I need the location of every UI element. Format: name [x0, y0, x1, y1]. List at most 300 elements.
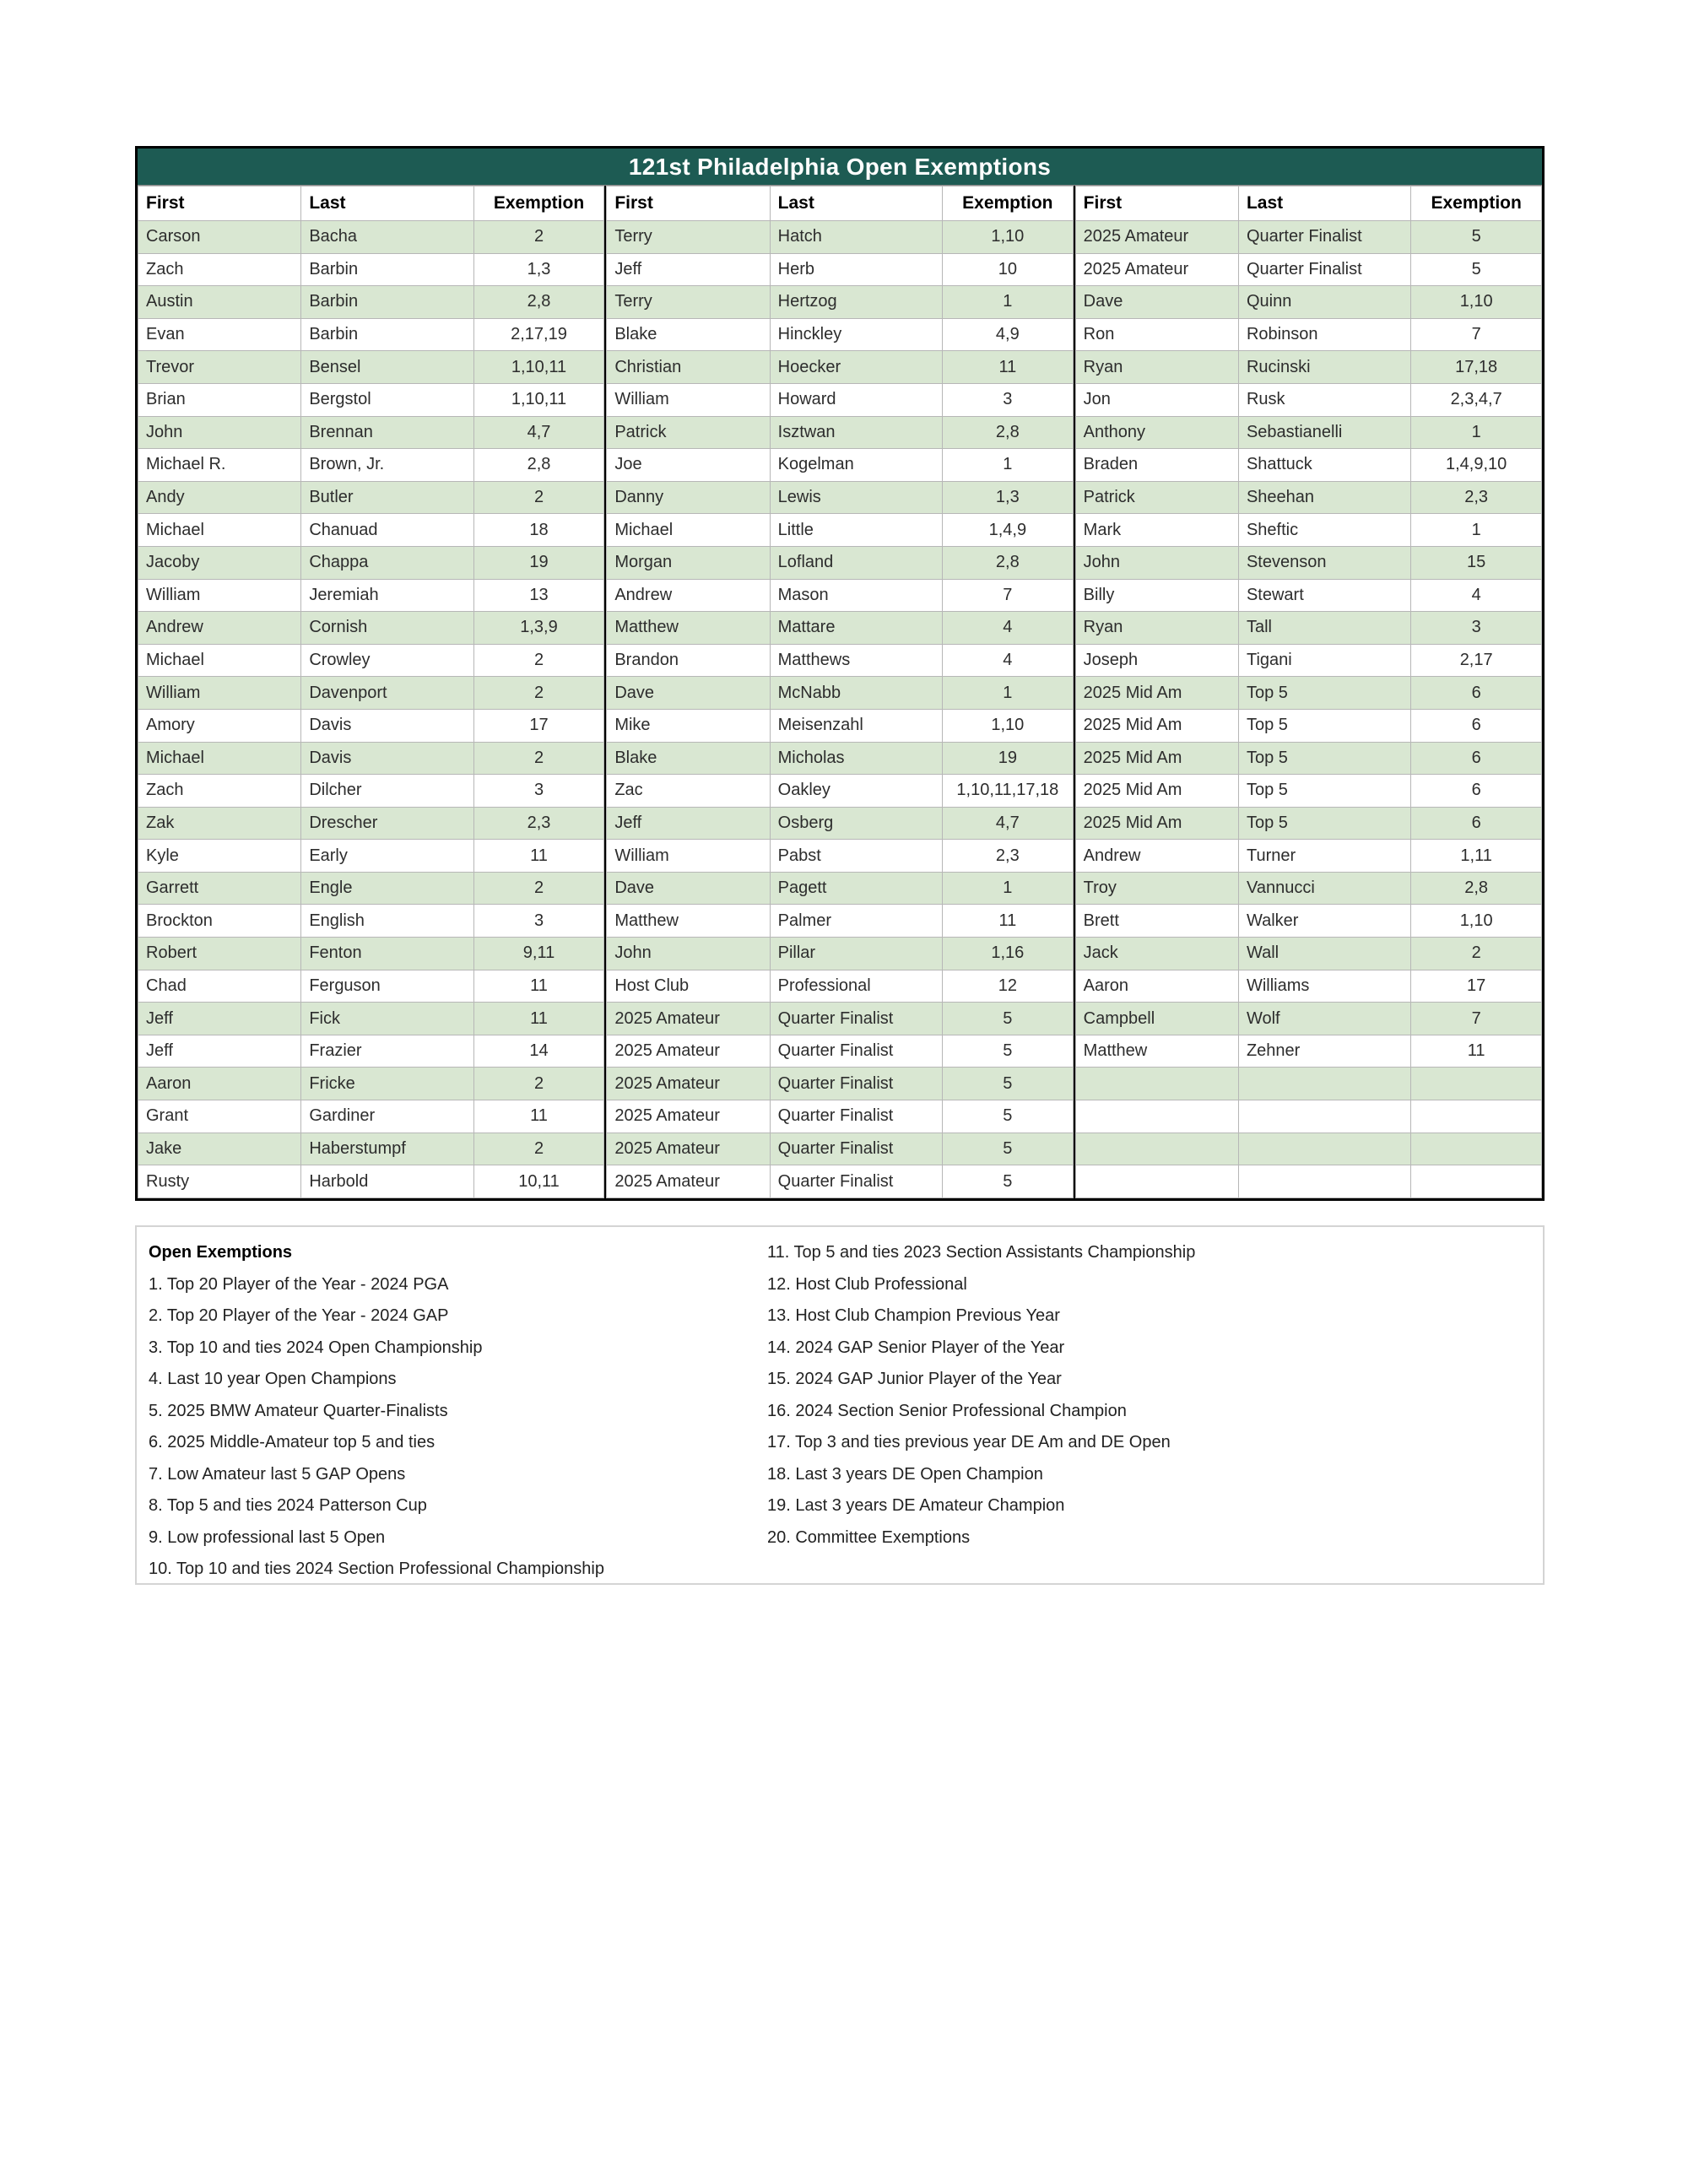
column-header-first: First — [607, 187, 770, 221]
table-row — [1075, 546, 1541, 579]
table-row — [607, 1100, 1073, 1133]
legend-item: 13. Host Club Champion Previous Year — [767, 1306, 1060, 1325]
first-cell: Chad — [138, 970, 301, 1003]
first-cell: Zach — [138, 775, 301, 808]
last-cell: Quarter Finalist — [770, 1003, 942, 1035]
last-cell: Herb — [770, 253, 942, 286]
exemption-cell: 11 — [1411, 1035, 1542, 1068]
last-cell: Hoecker — [770, 351, 942, 384]
table-row — [607, 221, 1073, 254]
exemption-cell: 5 — [943, 1035, 1074, 1068]
exemption-cell: 3 — [943, 383, 1074, 416]
last-cell: Davenport — [301, 677, 473, 710]
exemption-cell: 2,8 — [473, 449, 604, 482]
last-cell: Shattuck — [1238, 449, 1410, 482]
table-row — [138, 905, 604, 938]
first-cell: Patrick — [1075, 481, 1238, 514]
last-cell: Brennan — [301, 416, 473, 449]
last-cell: Hatch — [770, 221, 942, 254]
table-row — [1075, 1100, 1541, 1133]
exemption-cell: 9,11 — [473, 938, 604, 970]
first-cell: Mark — [1075, 514, 1238, 547]
exemption-cell: 6 — [1411, 775, 1542, 808]
exemption-cell: 1,10,11,17,18 — [943, 775, 1074, 808]
table-row — [138, 677, 604, 710]
exemption-cell: 2,17,19 — [473, 318, 604, 351]
last-cell: Quarter Finalist — [770, 1068, 942, 1100]
first-cell: Jack — [1075, 938, 1238, 970]
table-row — [138, 546, 604, 579]
exemption-cell: 2 — [473, 1068, 604, 1100]
exemption-cell: 1,11 — [1411, 840, 1542, 873]
table-row — [138, 579, 604, 612]
last-cell: Chappa — [301, 546, 473, 579]
table-row — [138, 644, 604, 677]
first-cell: Brandon — [607, 644, 770, 677]
exemption-cell — [1411, 1133, 1542, 1165]
last-cell: Ferguson — [301, 970, 473, 1003]
first-cell: Ryan — [1075, 351, 1238, 384]
last-cell — [1238, 1100, 1410, 1133]
exemption-cell: 6 — [1411, 677, 1542, 710]
exemption-cell: 4 — [1411, 579, 1542, 612]
first-cell: Troy — [1075, 872, 1238, 905]
table-row — [607, 938, 1073, 970]
first-cell: Blake — [607, 318, 770, 351]
table-row — [1075, 1165, 1541, 1198]
table-row — [607, 840, 1073, 873]
first-cell: Mike — [607, 709, 770, 742]
last-cell: Wolf — [1238, 1003, 1410, 1035]
first-cell: 2025 Amateur — [1075, 221, 1238, 254]
table-row — [607, 677, 1073, 710]
exemption-cell: 1,10 — [1411, 286, 1542, 319]
legend-item: 17. Top 3 and ties previous year DE Am and DE Open — [767, 1433, 1171, 1451]
last-cell: Gardiner — [301, 1100, 473, 1133]
exemption-cell: 2,3 — [1411, 481, 1542, 514]
exemption-cell: 3 — [473, 905, 604, 938]
last-cell: Quarter Finalist — [1238, 221, 1410, 254]
table-row — [607, 286, 1073, 319]
exemption-cell: 2,3 — [473, 807, 604, 840]
first-cell: Braden — [1075, 449, 1238, 482]
last-cell: Davis — [301, 742, 473, 775]
first-cell: Billy — [1075, 579, 1238, 612]
first-cell: John — [1075, 546, 1238, 579]
exemption-cell: 2 — [1411, 938, 1542, 970]
last-cell: Meisenzahl — [770, 709, 942, 742]
table-row — [138, 872, 604, 905]
table-row — [607, 1068, 1073, 1100]
table-row — [607, 1003, 1073, 1035]
first-cell: Aaron — [1075, 970, 1238, 1003]
last-cell: Howard — [770, 383, 942, 416]
column-group-2 — [604, 186, 1073, 1198]
table-row — [607, 742, 1073, 775]
exemption-cell: 5 — [943, 1100, 1074, 1133]
first-cell: Morgan — [607, 546, 770, 579]
last-cell: Bergstol — [301, 383, 473, 416]
table-row — [607, 579, 1073, 612]
legend-item: 8. Top 5 and ties 2024 Patterson Cup — [149, 1496, 427, 1515]
last-cell: Chanuad — [301, 514, 473, 547]
column-header-exemption: Exemption — [473, 187, 604, 221]
first-cell: William — [607, 840, 770, 873]
table-row — [607, 709, 1073, 742]
table-title: 121st Philadelphia Open Exemptions — [138, 149, 1542, 186]
last-cell: Frazier — [301, 1035, 473, 1068]
exemption-cell: 6 — [1411, 742, 1542, 775]
first-cell: Jacoby — [138, 546, 301, 579]
legend-item: 10. Top 10 and ties 2024 Section Professional Championship — [149, 1560, 604, 1578]
first-cell: William — [138, 579, 301, 612]
last-cell: Pabst — [770, 840, 942, 873]
exemption-cell: 19 — [943, 742, 1074, 775]
exemption-cell: 6 — [1411, 709, 1542, 742]
exemption-cell: 17 — [473, 709, 604, 742]
legend-item: 19. Last 3 years DE Amateur Champion — [767, 1496, 1065, 1515]
last-cell: Quarter Finalist — [770, 1133, 942, 1165]
table-row — [607, 449, 1073, 482]
exemption-cell: 1 — [943, 872, 1074, 905]
table-row — [607, 383, 1073, 416]
table-row — [138, 1100, 604, 1133]
legend-item: 12. Host Club Professional — [767, 1274, 967, 1294]
first-cell: Anthony — [1075, 416, 1238, 449]
exemption-cell: 2,3 — [943, 840, 1074, 873]
exemption-cell: 5 — [1411, 253, 1542, 286]
first-cell: Kyle — [138, 840, 301, 873]
exemption-cell: 5 — [943, 1165, 1074, 1198]
exemption-cell: 14 — [473, 1035, 604, 1068]
first-cell: Carson — [138, 221, 301, 254]
first-cell: Joe — [607, 449, 770, 482]
first-cell: Joseph — [1075, 644, 1238, 677]
first-cell: Ryan — [1075, 612, 1238, 645]
last-cell: Stevenson — [1238, 546, 1410, 579]
first-cell: Jon — [1075, 383, 1238, 416]
table-row — [1075, 1003, 1541, 1035]
exemption-cell: 1,3,9 — [473, 612, 604, 645]
table-row — [1075, 579, 1541, 612]
first-cell: William — [138, 677, 301, 710]
table-row — [607, 253, 1073, 286]
table-row — [1075, 938, 1541, 970]
legend-item: 11. Top 5 and ties 2023 Section Assistants Championship — [767, 1243, 1196, 1262]
last-cell: Mattare — [770, 612, 942, 645]
exemption-cell: 17,18 — [1411, 351, 1542, 384]
exemption-cell: 2,8 — [473, 286, 604, 319]
legend-item: 14. 2024 GAP Senior Player of the Year — [767, 1338, 1065, 1357]
last-cell: Barbin — [301, 318, 473, 351]
last-cell: Cornish — [301, 612, 473, 645]
last-cell: Quarter Finalist — [1238, 253, 1410, 286]
table-row — [607, 416, 1073, 449]
legend-item: 6. 2025 Middle-Amateur top 5 and ties — [149, 1433, 436, 1451]
first-cell: Michael — [607, 514, 770, 547]
exemption-cell: 2,3,4,7 — [1411, 383, 1542, 416]
table-row — [138, 1068, 604, 1100]
table-row — [607, 514, 1073, 547]
last-cell: Lewis — [770, 481, 942, 514]
last-cell — [1238, 1068, 1410, 1100]
exemption-cell: 1 — [943, 286, 1074, 319]
table-row — [1075, 644, 1541, 677]
last-cell: Vannucci — [1238, 872, 1410, 905]
first-cell: Jeff — [607, 807, 770, 840]
exemption-cell: 4 — [943, 644, 1074, 677]
first-cell: Brett — [1075, 905, 1238, 938]
last-cell: Wall — [1238, 938, 1410, 970]
last-cell: Rusk — [1238, 383, 1410, 416]
first-cell: Michael R. — [138, 449, 301, 482]
first-cell — [1075, 1100, 1238, 1133]
last-cell: Butler — [301, 481, 473, 514]
exemption-cell: 4,7 — [473, 416, 604, 449]
exemption-cell: 1 — [943, 449, 1074, 482]
table-row — [1075, 318, 1541, 351]
legend-item: 16. 2024 Section Senior Professional Champion — [767, 1401, 1127, 1420]
first-cell: Jeff — [138, 1003, 301, 1035]
legend-item: 4. Last 10 year Open Champions — [149, 1370, 397, 1388]
column-header-first: First — [1075, 187, 1238, 221]
first-cell: Campbell — [1075, 1003, 1238, 1035]
exemption-cell: 11 — [473, 840, 604, 873]
last-cell: Top 5 — [1238, 677, 1410, 710]
first-cell: Zac — [607, 775, 770, 808]
exemption-cell: 1,10 — [943, 221, 1074, 254]
last-cell: Harbold — [301, 1165, 473, 1198]
exemption-cell: 11 — [473, 1100, 604, 1133]
exemption-cell: 3 — [473, 775, 604, 808]
exemption-cell — [1411, 1068, 1542, 1100]
first-cell: John — [138, 416, 301, 449]
first-cell: Matthew — [607, 612, 770, 645]
exemption-cell: 11 — [943, 351, 1074, 384]
last-cell: Lofland — [770, 546, 942, 579]
first-cell: Robert — [138, 938, 301, 970]
header-row — [138, 187, 604, 221]
last-cell: Williams — [1238, 970, 1410, 1003]
table-row — [1075, 449, 1541, 482]
last-cell: Top 5 — [1238, 742, 1410, 775]
first-cell — [1075, 1165, 1238, 1198]
table-row — [138, 383, 604, 416]
exemption-cell: 3 — [1411, 612, 1542, 645]
column-header-first: First — [138, 187, 301, 221]
table-row — [138, 1165, 604, 1198]
last-cell: Hinckley — [770, 318, 942, 351]
table-row — [607, 775, 1073, 808]
last-cell: Barbin — [301, 253, 473, 286]
first-cell — [1075, 1068, 1238, 1100]
legend-item: 7. Low Amateur last 5 GAP Opens — [149, 1464, 406, 1484]
first-cell: William — [607, 383, 770, 416]
table-row — [1075, 514, 1541, 547]
exemption-cell: 4,9 — [943, 318, 1074, 351]
exemption-cell: 5 — [943, 1068, 1074, 1100]
first-cell: Patrick — [607, 416, 770, 449]
table-row — [607, 1165, 1073, 1198]
first-cell: Terry — [607, 221, 770, 254]
table-row — [607, 1133, 1073, 1165]
legend-right-column — [767, 1237, 1195, 1554]
first-cell: Michael — [138, 514, 301, 547]
table-row — [138, 318, 604, 351]
first-cell: Rusty — [138, 1165, 301, 1198]
exemption-cell: 5 — [943, 1003, 1074, 1035]
table-row — [607, 612, 1073, 645]
first-cell: 2025 Amateur — [607, 1068, 770, 1100]
exemption-cell: 2,8 — [1411, 872, 1542, 905]
last-cell: Little — [770, 514, 942, 547]
first-cell: 2025 Amateur — [607, 1133, 770, 1165]
table-row — [138, 1003, 604, 1035]
exemption-cell: 1,3 — [943, 481, 1074, 514]
last-cell: Fenton — [301, 938, 473, 970]
last-cell: Davis — [301, 709, 473, 742]
table-row — [1075, 840, 1541, 873]
table-row — [138, 612, 604, 645]
table-row — [1075, 383, 1541, 416]
column-group-1 — [138, 186, 604, 1198]
table-row — [607, 351, 1073, 384]
table-row — [1075, 1035, 1541, 1068]
first-cell: Matthew — [607, 905, 770, 938]
last-cell: English — [301, 905, 473, 938]
exemption-cell: 1,16 — [943, 938, 1074, 970]
first-cell: Christian — [607, 351, 770, 384]
table-row — [1075, 742, 1541, 775]
exemption-cell: 13 — [473, 579, 604, 612]
exemption-cell: 11 — [473, 1003, 604, 1035]
exemption-cell: 5 — [943, 1133, 1074, 1165]
first-cell: 2025 Amateur — [607, 1100, 770, 1133]
last-cell: Pillar — [770, 938, 942, 970]
last-cell: Walker — [1238, 905, 1410, 938]
table-row — [1075, 1068, 1541, 1100]
legend-item: 3. Top 10 and ties 2024 Open Championship — [149, 1338, 483, 1357]
column-header-last: Last — [770, 187, 942, 221]
first-cell: Dave — [607, 677, 770, 710]
table-row — [138, 1035, 604, 1068]
first-cell: Grant — [138, 1100, 301, 1133]
last-cell: Haberstumpf — [301, 1133, 473, 1165]
last-cell: Bacha — [301, 221, 473, 254]
table-row — [1075, 775, 1541, 808]
first-cell: Jeff — [607, 253, 770, 286]
exemption-cell: 2 — [473, 221, 604, 254]
exemption-cell: 4,7 — [943, 807, 1074, 840]
exemption-cell: 1,10,11 — [473, 351, 604, 384]
exemption-cell: 7 — [943, 579, 1074, 612]
table-row — [1075, 677, 1541, 710]
first-cell: Dave — [1075, 286, 1238, 319]
legend-item: 18. Last 3 years DE Open Champion — [767, 1464, 1043, 1484]
exemption-cell: 18 — [473, 514, 604, 547]
first-cell: Austin — [138, 286, 301, 319]
last-cell: Top 5 — [1238, 807, 1410, 840]
first-cell: 2025 Amateur — [607, 1035, 770, 1068]
last-cell: Brown, Jr. — [301, 449, 473, 482]
last-cell: Early — [301, 840, 473, 873]
last-cell: Professional — [770, 970, 942, 1003]
table-row — [138, 775, 604, 808]
table-row — [1075, 612, 1541, 645]
last-cell: Isztwan — [770, 416, 942, 449]
first-cell: Andrew — [1075, 840, 1238, 873]
table-row — [607, 546, 1073, 579]
legend-item: 9. Low professional last 5 Open — [149, 1527, 386, 1547]
exemption-cell: 10 — [943, 253, 1074, 286]
table-row — [138, 449, 604, 482]
column-header-last: Last — [1238, 187, 1410, 221]
first-cell: Matthew — [1075, 1035, 1238, 1068]
table-row — [607, 318, 1073, 351]
legend-item: 1. Top 20 Player of the Year - 2024 PGA — [149, 1274, 449, 1294]
last-cell: Turner — [1238, 840, 1410, 873]
table-row — [1075, 416, 1541, 449]
exemption-cell: 2,17 — [1411, 644, 1542, 677]
first-cell — [1075, 1133, 1238, 1165]
exemption-cell: 2,8 — [943, 416, 1074, 449]
first-cell: Dave — [607, 872, 770, 905]
last-cell: Engle — [301, 872, 473, 905]
table-row — [138, 742, 604, 775]
last-cell: Quarter Finalist — [770, 1100, 942, 1133]
last-cell: Top 5 — [1238, 775, 1410, 808]
first-cell: 2025 Mid Am — [1075, 775, 1238, 808]
first-cell: Andy — [138, 481, 301, 514]
first-cell: Brian — [138, 383, 301, 416]
first-cell: Zak — [138, 807, 301, 840]
table-row — [138, 938, 604, 970]
exemption-cell: 11 — [943, 905, 1074, 938]
exemption-cell — [1411, 1165, 1542, 1198]
table-row — [607, 644, 1073, 677]
legend-item: 2. Top 20 Player of the Year - 2024 GAP — [149, 1306, 449, 1325]
exemption-cell — [1411, 1100, 1542, 1133]
first-cell: Andrew — [607, 579, 770, 612]
table-row — [138, 416, 604, 449]
exemptions-table — [135, 146, 1545, 1201]
first-cell: Jake — [138, 1133, 301, 1165]
table-row — [138, 1133, 604, 1165]
table-row — [138, 709, 604, 742]
exemption-cell: 1,4,9,10 — [1411, 449, 1542, 482]
first-cell: 2025 Amateur — [607, 1165, 770, 1198]
table-row — [607, 872, 1073, 905]
last-cell: Sebastianelli — [1238, 416, 1410, 449]
table-row — [138, 807, 604, 840]
legend-item: 15. 2024 GAP Junior Player of the Year — [767, 1370, 1062, 1388]
last-cell: Bensel — [301, 351, 473, 384]
table-row — [138, 253, 604, 286]
table-row — [138, 481, 604, 514]
table-row — [1075, 1133, 1541, 1165]
last-cell: Dilcher — [301, 775, 473, 808]
column-group-3 — [1074, 186, 1542, 1198]
first-cell: 2025 Mid Am — [1075, 677, 1238, 710]
header-row — [1075, 187, 1541, 221]
first-cell: Brockton — [138, 905, 301, 938]
last-cell: Osberg — [770, 807, 942, 840]
table-row — [138, 514, 604, 547]
last-cell: Mason — [770, 579, 942, 612]
exemption-cell: 4 — [943, 612, 1074, 645]
last-cell: Palmer — [770, 905, 942, 938]
table-row — [1075, 709, 1541, 742]
